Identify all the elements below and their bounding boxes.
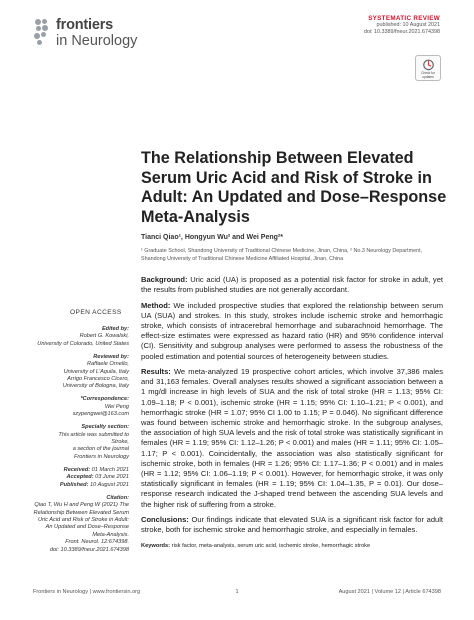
accepted-value: 03 June 2021 xyxy=(95,474,129,481)
citation-line: Front. Neurol. 12:674398. xyxy=(65,539,129,546)
specialty-line: Stroke, xyxy=(111,439,129,446)
abstract-text: We included prospective studies that explored the relationship between serum UA (SUA) and strokes. In this study, strokes include ischemic stroke and hemorrhagic stroke, which consists of intracerebral hemorrhage and subarachnoid hemorrhage. The effect-size estimates were expressed as hazard ratio (HR) and 95% confidence interval (CI). Sensitivity and subgroup analyses were performed to assess the robustness of the pooled estimation and potential sources of heterogeneity between studies. xyxy=(141,300,443,361)
abstract-conclusions xyxy=(141,515,443,535)
keywords xyxy=(141,541,443,551)
reviewer-name: Arrigo Francesco Cicero, xyxy=(67,376,129,383)
received-date xyxy=(9,467,129,474)
abstract-background xyxy=(141,275,443,295)
correspondence-label: *Correspondence: xyxy=(80,396,129,403)
published-value: 10 August 2021 xyxy=(90,481,129,488)
citation-line: Qiao T, Wu H and Peng W (2021) The xyxy=(34,502,129,509)
abstract-method xyxy=(141,301,443,362)
editor-name: Robert G. Kowalski, xyxy=(79,333,129,340)
editor-affiliation: University of Colorado, United States xyxy=(37,340,129,347)
footer-issue-info: August 2021 | Volume 12 | Article 674398 xyxy=(338,589,441,595)
citation-line: Uric Acid and Risk of Stroke in Adult: xyxy=(38,516,129,523)
citation-line: An Updated and Dose–Response xyxy=(45,524,129,531)
journal-subname: in Neurology xyxy=(56,32,138,49)
specialty-line: a section of the journal xyxy=(72,446,129,453)
refresh-icon xyxy=(422,59,435,71)
specialty-line: Frontiers in Neurology xyxy=(73,453,129,460)
doi[interactable]: doi: 10.3389/fneur.2021.674398 xyxy=(363,29,440,36)
abstract-heading: Conclusions: xyxy=(141,515,189,525)
published-date-sidebar xyxy=(9,482,129,489)
edited-by-group xyxy=(9,326,129,348)
dates-group xyxy=(9,467,129,489)
page-number: 1 xyxy=(235,589,239,595)
open-access-label: OPEN ACCESS xyxy=(70,309,122,316)
specialty-line: This article was submitted to xyxy=(58,431,129,438)
check-updates-line2: updates xyxy=(422,75,434,80)
correspondence-name: Wei Peng xyxy=(104,403,129,410)
edited-by-label: Edited by: xyxy=(101,326,129,332)
citation-line: Meta-Analysis. xyxy=(92,531,129,538)
reviewer-name: Raffaele Ornello, xyxy=(87,361,129,368)
article-meta xyxy=(364,15,440,36)
abstract-results xyxy=(141,367,443,510)
citation-doi[interactable]: doi: 10.3389/fneur.2021.674398 xyxy=(49,546,129,553)
keywords-heading: Keywords: xyxy=(141,542,171,549)
abstract-text: We meta-analyzed 19 prospective cohort articles, which involve 37,386 males and 31,163 females. Overall analyses results showed a significant association between a 1 mg/dl increase in high levels of SUA and the risk of total stroke (HR = 1.13; 95% CI: 1.09–1.18; P < 0.001), ischemic stroke (HR = 1.15; 95% CI: 1.10–1.21; P < 0.001), and hemorrhagic stroke (HR = 1.07; 95% CI 1.00 to 1.15; P = 0.046). No significant difference was found between ischemic stroke and hemorrhagic stroke. In the subgroup analyses, the association of high SUA levels and the risk of total stroke was statistically significant in females (HR = 1.19; 95% CI: 1.12–1.26; P < 0.001) and males (HR = 1.11; 95% CI: 1.05–1.17; P < 0.001). Coincidentally, the association was also statistically significant for ischemic stroke, both in females (HR = 1.26; 95% CI: 1.17–1.36; P < 0.001) and in males (HR = 1.12; 95% CI: 1.06–1.19; P < 0.001). However, for hemorrhagic stroke, it was only statistically significant in females (HR = 1.19; 95% CI: 1.04–1.35, P = 0.01). Our dose–response research indicated the J-shaped trend between the ascending SUA levels and the higher risk of suffering from a stroke. xyxy=(141,367,443,509)
accepted-date xyxy=(9,474,129,481)
reviewer-affiliation: University of Bologna, Italy xyxy=(62,383,129,390)
check-updates-line1: Check for xyxy=(421,70,435,75)
abstract-heading: Method: xyxy=(141,300,171,310)
received-value: 01 March 2021 xyxy=(91,466,129,473)
reviewer-affiliation: University of L'Aquila, Italy xyxy=(63,368,129,375)
article-type: SYSTEMATIC REVIEW xyxy=(368,15,440,22)
author-list: Tianci Qiao¹, Hongyun Wu² and Wei Peng²* xyxy=(141,234,283,241)
page-footer xyxy=(33,589,441,595)
abstract-text: Uric acid (UA) is proposed as a potential risk factor for stroke in adult, yet the results from published studies are not generally accordant. xyxy=(141,275,443,295)
received-label: Received: xyxy=(63,466,91,473)
citation-line: Relationship Between Elevated Serum xyxy=(33,509,129,516)
affiliations: ¹ Graduate School, Shandong University of Traditional Chinese Medicine, Jinan, China, ² No.3 Neurology Department, Shandong University of Traditional Chinese Medicine Affiliated Hospital, Jinan, China xyxy=(141,248,423,262)
abstract-text: Our findings indicate that elevated SUA is a significant risk factor for adult stroke, both for ischemic stroke and hemorrhagic stroke, and especially in females. xyxy=(141,515,443,535)
frontiers-logo-icon xyxy=(33,18,51,48)
correspondence-email[interactable]: szypengwei@163.com xyxy=(72,411,129,418)
keywords-text: risk factor, meta-analysis, serum uric acid, ischemic stroke, hemorrhagic stroke xyxy=(171,542,371,549)
abstract-heading: Background: xyxy=(141,275,188,284)
abstract xyxy=(141,275,443,556)
citation-label: Citation: xyxy=(106,494,129,501)
reviewed-by-label: Reviewed by: xyxy=(93,353,129,360)
reviewed-by-group xyxy=(9,354,129,391)
published-date: published: 10 August 2021 xyxy=(376,22,440,28)
article-sidebar xyxy=(9,326,129,560)
article-title: The Relationship Between Elevated Serum Uric Acid and Risk of Stroke in Adult: An Updated and Dose–Response Meta-Analysis xyxy=(141,149,447,226)
journal-name: frontiers xyxy=(56,17,114,33)
citation-group xyxy=(9,495,129,554)
published-label: Published: xyxy=(59,481,89,488)
footer-journal-link[interactable]: Frontiers in Neurology | www.frontiersin.org xyxy=(33,589,141,595)
abstract-heading: Results: xyxy=(141,367,171,376)
journal-logo xyxy=(33,18,137,48)
check-for-updates-button[interactable] xyxy=(415,55,441,81)
specialty-label: Specialty section: xyxy=(81,424,129,431)
correspondence-group xyxy=(9,396,129,418)
accepted-label: Accepted: xyxy=(66,474,94,481)
specialty-group xyxy=(9,424,129,461)
